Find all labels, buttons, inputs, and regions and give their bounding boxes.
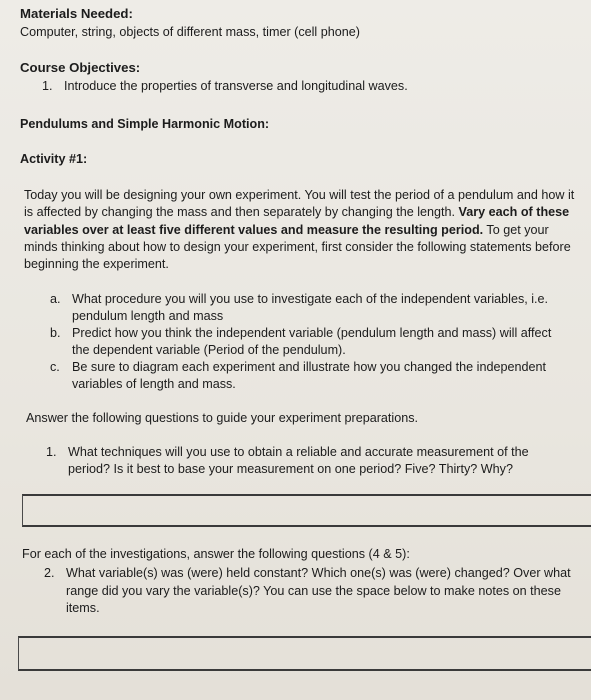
list-label-c: c. <box>50 360 60 374</box>
intro-emphasis: Vary each of these variables over at least five different values and measure the resulting period. <box>24 205 570 237</box>
list-item-a: What procedure you will you use to investigate each of the independent variables, i.e. pendulum length and mass <box>72 292 549 324</box>
question-2-text: What variable(s) was (were) held constant? Which one(s) was (were) changed? Over what range did you vary the variable(s)? You can use the space below to make notes on these items. <box>66 566 571 616</box>
investigations-text: For each of the investigations, answer the following questions (4 & 5): <box>22 547 410 561</box>
objective-item: Introduce the properties of transverse and longitudinal waves. <box>64 79 408 93</box>
objective-number: 1. <box>42 79 53 93</box>
intro-text-1: Today you will be designing your own experiment. You will test the period of a pendulum and how it is affected by changing the mass and then separately by changing the length. <box>24 188 575 220</box>
list-item-c: Be sure to diagram each experiment and illustrate how you changed the independent variables of length and mass. <box>72 360 546 392</box>
question-2-number: 2. <box>44 566 55 580</box>
answer-box-2[interactable] <box>18 636 591 671</box>
question-1-number: 1. <box>46 445 57 459</box>
list-label-a: a. <box>50 292 61 306</box>
materials-heading: Materials Needed: <box>20 6 133 21</box>
list-item-b: Predict how you think the independent variable (pendulum length and mass) will affect the dependent variable (Period of the pendulum). <box>72 326 552 358</box>
guide-text: Answer the following questions to guide your experiment preparations. <box>26 411 419 425</box>
list-label-b: b. <box>50 326 61 340</box>
section-title: Pendulums and Simple Harmonic Motion: <box>20 117 270 131</box>
intro-text-2: To get your minds thinking about how to design your experiment, first consider the following statements before beginning the experiment. <box>24 222 571 272</box>
answer-box-1[interactable] <box>22 494 591 527</box>
activity-title: Activity #1: <box>20 152 88 166</box>
intro-paragraph <box>24 187 580 273</box>
question-1-text: What techniques will you use to obtain a reliable and accurate measurement of the period? Is it best to base your measurement on one period? Five? Thirty? Why? <box>68 445 529 477</box>
objectives-heading: Course Objectives: <box>20 60 141 75</box>
materials-text: Computer, string, objects of different mass, timer (cell phone) <box>20 25 360 39</box>
